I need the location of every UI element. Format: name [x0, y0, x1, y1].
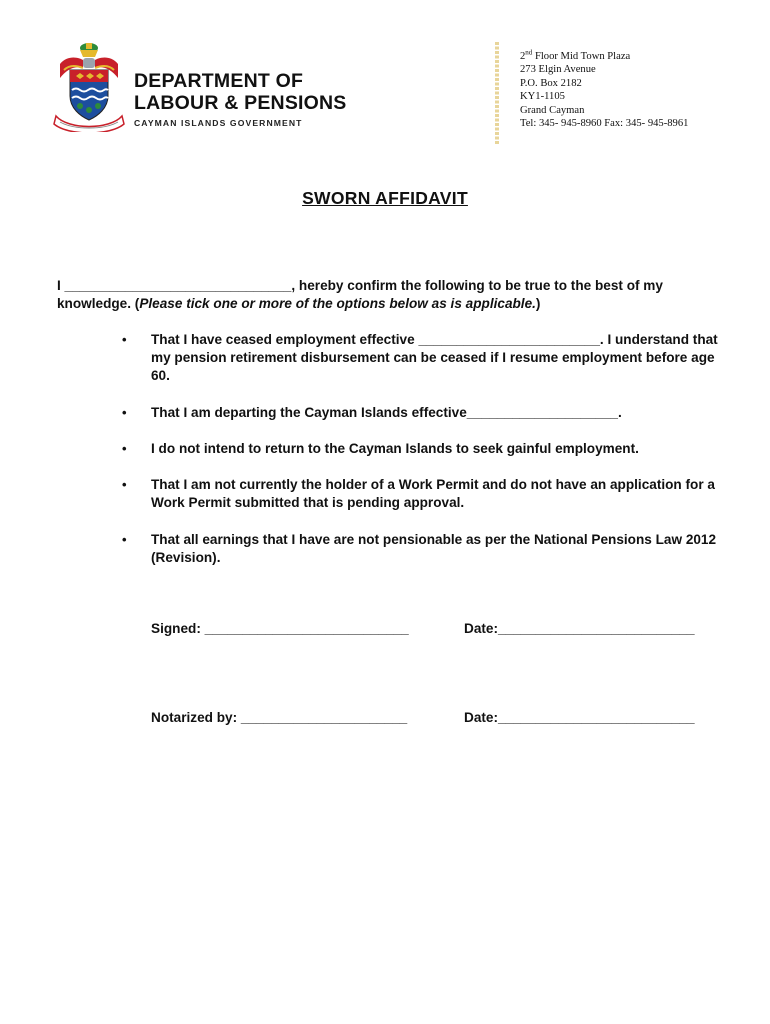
- signed-date-field[interactable]: Date:__________________________: [464, 621, 695, 636]
- header-divider: [494, 42, 500, 144]
- intro-paragraph: I ______________________________, hereby confirm the following to be true to the best of my knowledge. (Please tick one or more of the options below as is applicable.): [57, 278, 663, 311]
- notarized-date-field[interactable]: Date:__________________________: [464, 710, 695, 725]
- list-item-text: That all earnings that I have are not pensionable as per the National Pensions Law 2012 (Revision).: [151, 532, 717, 565]
- department-name-line2: LABOUR & PENSIONS: [134, 92, 347, 114]
- bullet-icon: •: [122, 532, 127, 547]
- bullet-icon: •: [122, 405, 127, 420]
- bullet-icon: •: [122, 441, 127, 456]
- address-postcode: KY1-1105: [520, 91, 565, 103]
- list-item-text: That I am not currently the holder of a Work Permit and do not have an application for a Work Permit submitted that is pending approval.: [151, 477, 715, 510]
- list-item-text: That I have ceased employment effective ________________________. I understand that my pension retirement disbursement can be ceased if I resume employment before age 60.: [151, 332, 718, 383]
- bullet-icon: •: [122, 332, 127, 347]
- document-title: SWORN AFFIDAVIT: [302, 188, 468, 208]
- coat-of-arms-logo: [50, 40, 128, 132]
- address-po-box: P.O. Box 2182: [520, 77, 582, 89]
- list-item-text: I do not intend to return to the Cayman Islands to seek gainful employment.: [151, 441, 639, 456]
- address-street: 273 Elgin Avenue: [520, 64, 596, 76]
- address-phone-fax: Tel: 345- 945-8960 Fax: 345- 945-8961: [520, 118, 689, 130]
- signed-field[interactable]: Signed: ___________________________: [151, 621, 409, 636]
- address-floor: 2nd Floor Mid Town Plaza: [520, 48, 631, 62]
- government-name: CAYMAN ISLANDS GOVERNMENT: [134, 118, 303, 128]
- address-block: [520, 50, 688, 130]
- bullet-icon: •: [122, 477, 127, 492]
- department-name-line1: DEPARTMENT OF: [134, 70, 304, 92]
- notarized-by-field[interactable]: Notarized by: ______________________: [151, 710, 408, 725]
- list-item-text: That I am departing the Cayman Islands effective____________________.: [151, 405, 622, 420]
- department-name: [134, 70, 347, 114]
- address-island: Grand Cayman: [520, 104, 585, 116]
